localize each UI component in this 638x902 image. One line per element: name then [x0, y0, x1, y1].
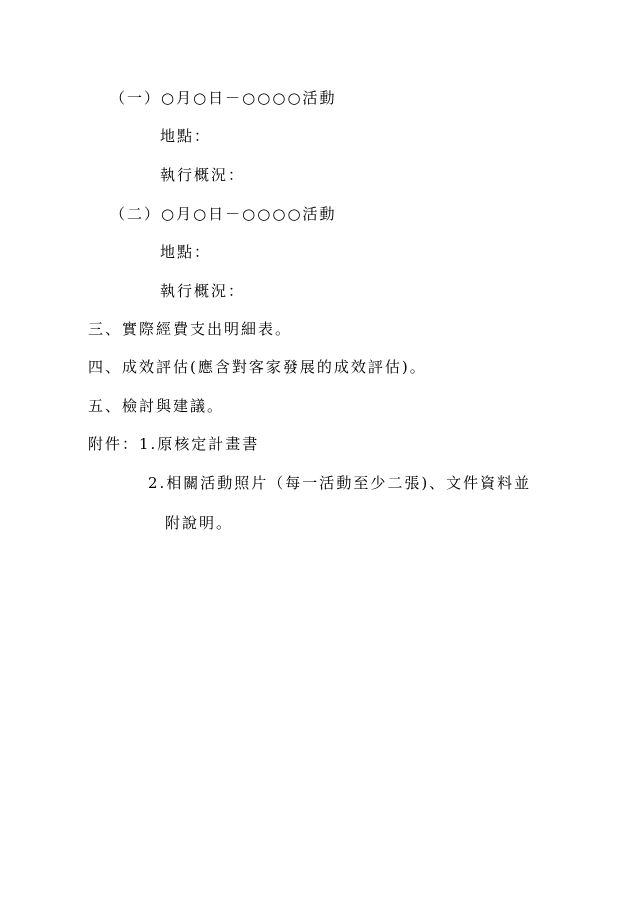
section-2-status-label: 執行概況： [160, 282, 246, 300]
section-2-location-label: 地點： [160, 243, 212, 261]
item-review-suggestions: 五、檢討與建議。 [88, 397, 225, 415]
attachments-line-3: 附說明。 [165, 514, 234, 532]
attachments-line-1: 附件：1.原核定計畫書 [88, 435, 260, 453]
section-2-heading: （二）○月○日－○○○○活動 [110, 205, 337, 223]
item-expenditure-table: 三、實際經費支出明細表。 [88, 320, 293, 338]
section-1-heading: （一）○月○日－○○○○活動 [110, 89, 337, 107]
section-1-status-label: 執行概況： [160, 166, 246, 184]
section-1-location-label: 地點： [160, 127, 212, 145]
attachments-line-2: 2.相關活動照片（每一活動至少二張)、文件資料並 [148, 474, 532, 492]
item-effectiveness-evaluation: 四、成效評估(應含對客家發展的成效評估)。 [88, 358, 427, 376]
